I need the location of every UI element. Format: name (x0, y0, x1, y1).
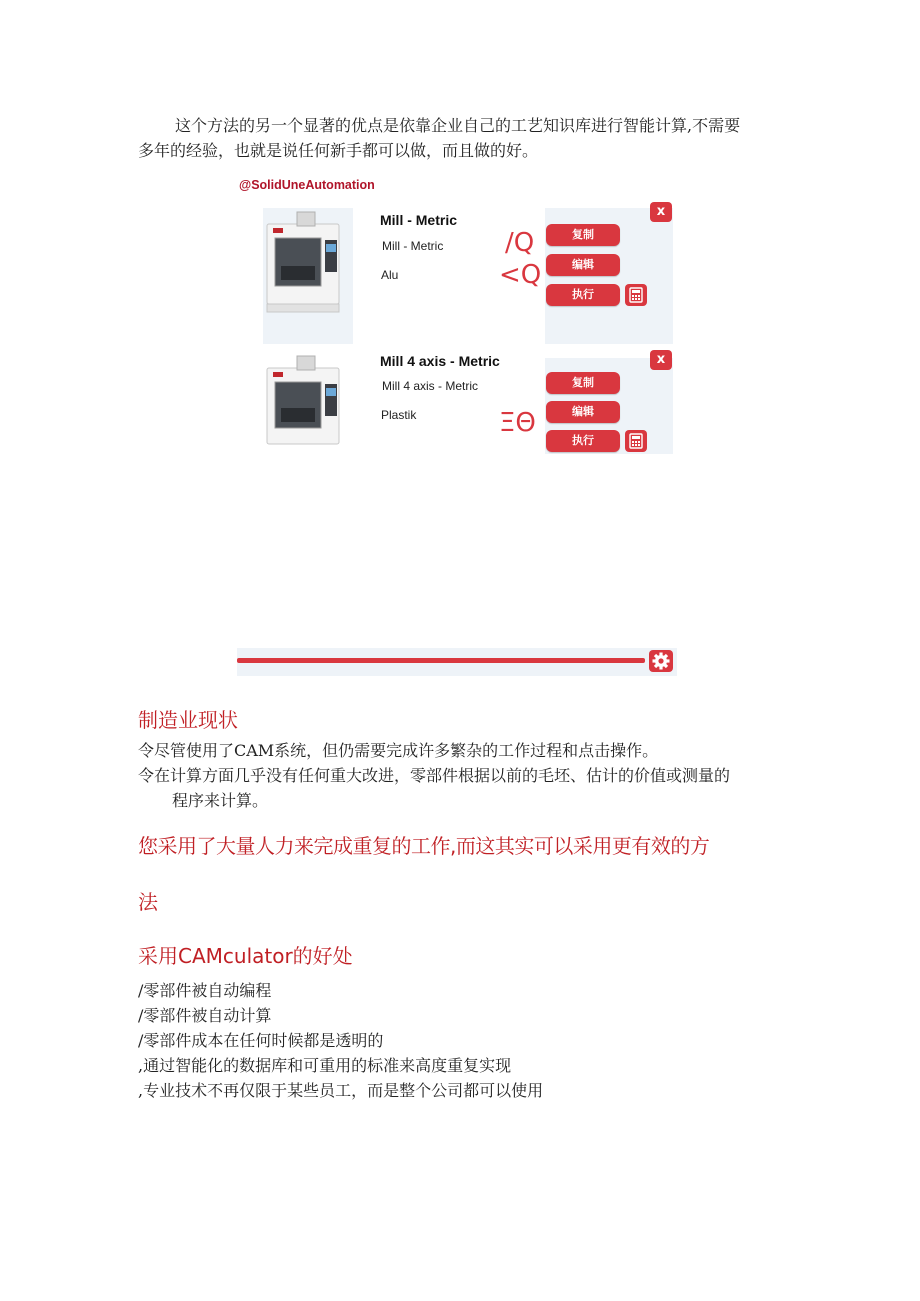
card-title: Mill 4 axis - Metric (380, 353, 500, 369)
bottom-bar (237, 648, 677, 676)
machine-card (237, 204, 677, 344)
milling-machine-image (263, 354, 353, 454)
card-subtitle: Mill 4 axis - Metric (382, 379, 479, 393)
list-item: ,专业技术不再仅限于某些员工，而是整个公司都可以使用 (138, 1081, 544, 1100)
list-item: 令尽管使用了CAM系统，但仍需要完成许多繁杂的工作过程和点击操作。 (138, 741, 659, 760)
copy-button[interactable]: 复制 (546, 372, 620, 394)
brand-label: @SolidUneAutomation (239, 178, 375, 192)
copy-button[interactable]: 复制 (546, 224, 620, 246)
embedded-screenshot (237, 172, 677, 677)
search-icon: <Q (499, 260, 542, 290)
calculator-icon (625, 284, 647, 306)
list-item: /零部件成本在任何时候都是透明的 (138, 1031, 384, 1050)
list-item: 令在计算方面几乎没有任何重大改进，零部件根据以前的毛坯、估计的价值或测量的 (138, 766, 731, 785)
list-item: 程序来计算。 (172, 791, 269, 810)
card-material: Alu (381, 268, 399, 282)
run-button[interactable]: 执行 (546, 430, 620, 452)
card-material: Plastik (381, 408, 417, 422)
filter-icon: ΞΘ (499, 408, 536, 438)
machine-card (237, 350, 677, 456)
intro-line-2: 多年的经验，也就是说任何新手都可以做，而且做的好。 (138, 141, 539, 160)
calculator-button[interactable] (625, 284, 647, 306)
edit-button[interactable]: 编辑 (546, 401, 620, 423)
edit-button[interactable]: 编辑 (546, 254, 620, 276)
section-heading: 制造业现状 (138, 708, 238, 732)
close-button[interactable]: x (650, 350, 672, 370)
callout-line-1: 您采用了大量人力来完成重复的工作,而这其实可以采用更有效的方 (138, 834, 710, 858)
list-item: ,通过智能化的数据库和可重用的标准来高度重复实现 (138, 1056, 512, 1075)
card-subtitle: Mill - Metric (382, 239, 444, 253)
settings-button[interactable] (649, 650, 673, 672)
close-button[interactable]: x (650, 202, 672, 222)
gear-icon (649, 650, 673, 672)
card-title: Mill - Metric (380, 212, 458, 228)
progress-bar (237, 658, 645, 663)
milling-machine-image (263, 210, 353, 322)
search-icon: /Q (505, 228, 535, 258)
calculator-button[interactable] (625, 430, 647, 452)
list-item: /零部件被自动编程 (138, 981, 272, 1000)
run-button[interactable]: 执行 (546, 284, 620, 306)
section-heading: 采用CAMculator的好处 (138, 944, 353, 968)
calculator-icon (625, 430, 647, 452)
list-item: /零部件被自动计算 (138, 1006, 272, 1025)
intro-line-1: 这个方法的另一个显著的优点是依靠企业自己的工艺知识库进行智能计算,不需要 (175, 116, 741, 135)
callout-line-2: 法 (138, 890, 158, 914)
